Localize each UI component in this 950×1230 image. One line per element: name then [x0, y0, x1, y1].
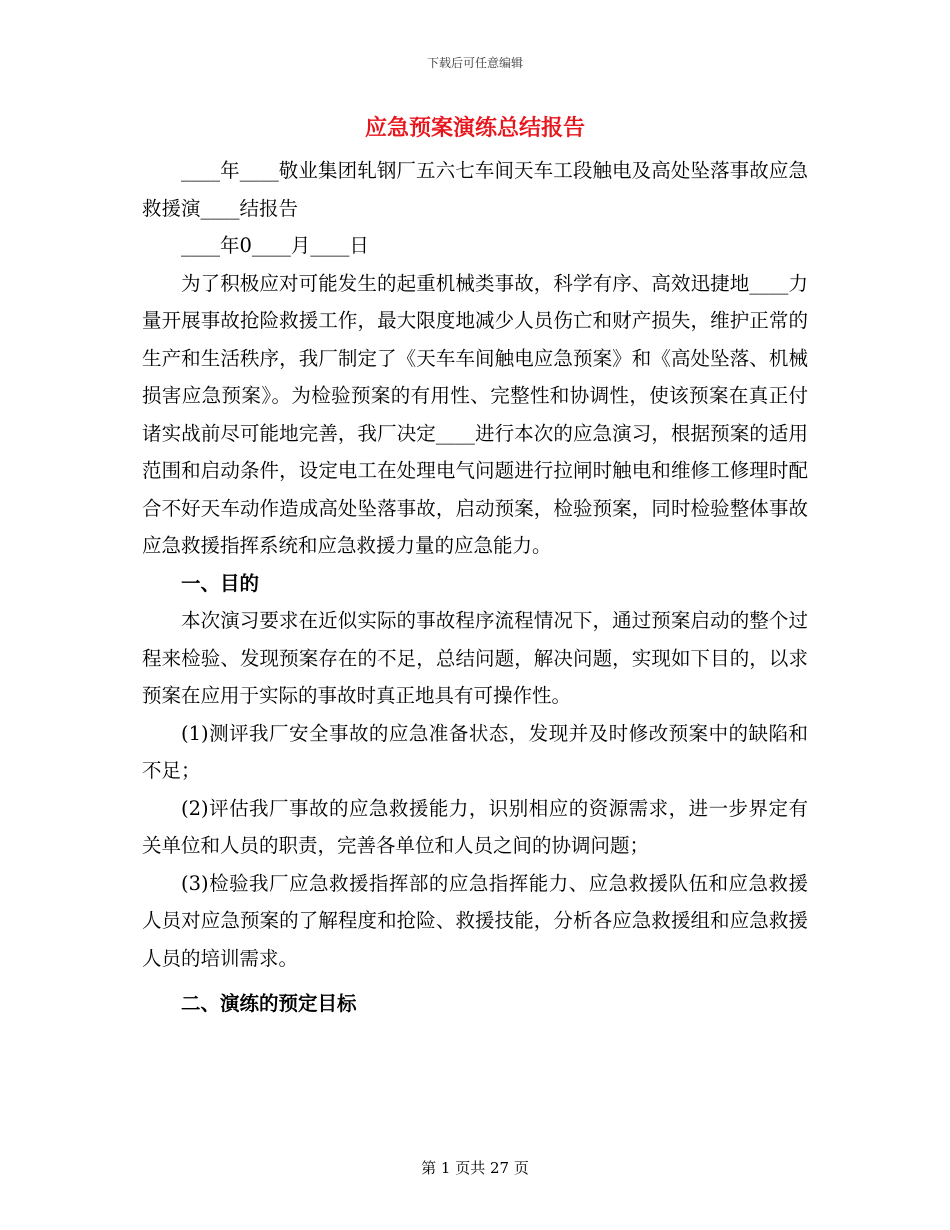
purpose-item-1: (1)测评我厂安全事故的应急准备状态，发现并及时修改预案中的缺陷和不足； [142, 721, 808, 782]
purpose-item-3: (3)检验我厂应急救援指挥部的应急指挥能力、应急救援队伍和应急救援人员对应急预案的了解程度和抢险、救援技能，分析各应急救援组和应急救援人员的培训需求。 [142, 871, 808, 970]
section-heading-purpose: 一、目的 [181, 571, 260, 595]
report-subtitle: ____年____敬业集团轧钢厂五六七车间天车工段触电及高处坠落事故应急救援演____结报告 [142, 159, 808, 220]
paragraph-purpose: 本次演习要求在近似实际的事故程序流程情况下，通过预案启动的整个过程来检验、发现预案存在的不足，总结问题，解决问题，实现如下目的，以求预案在应用于实际的事故时真正地具有可操作性。 [142, 609, 808, 707]
page-footer: 第 1 页共 27 页 [421, 1159, 529, 1177]
paragraph-intro: 为了积极应对可能发生的起重机械类事故，科学有序、高效迅捷地____力量开展事故抢险救援工作，最大限度地减少人员伤亡和财产损失，维护正常的生产和生活秩序，我厂制定了《天车车间触电应急预案》和《高处坠落、机械损害应急预案》。为检验预案的有用性、完整性和协调性，使该预案在真正付诸实战前尽可能地完善，我厂决定____进行本次的应急演习，根据预案的适用范围和启动条件，设定电工在处理电气问题进行拉闸时触电和维修工修理时配合不好天车动作造成高处坠落事故，启动预案，检验预案，同时检验整体事故应急救援指挥系统和应急救援力量的应急能力。 [142, 271, 808, 557]
purpose-item-2: (2)评估我厂事故的应急救援能力，识别相应的资源需求，进一步界定有关单位和人员的职责，完善各单位和人员之间的协调问题； [142, 796, 808, 857]
document-title: 应急预案演练总结报告 [364, 116, 585, 141]
header-note: 下载后可任意编辑 [426, 56, 523, 70]
document-body [142, 114, 808, 1023]
section-heading-goals: 二、演练的预定目标 [181, 992, 357, 1015]
report-date: ____年0____月____日 [181, 234, 369, 257]
